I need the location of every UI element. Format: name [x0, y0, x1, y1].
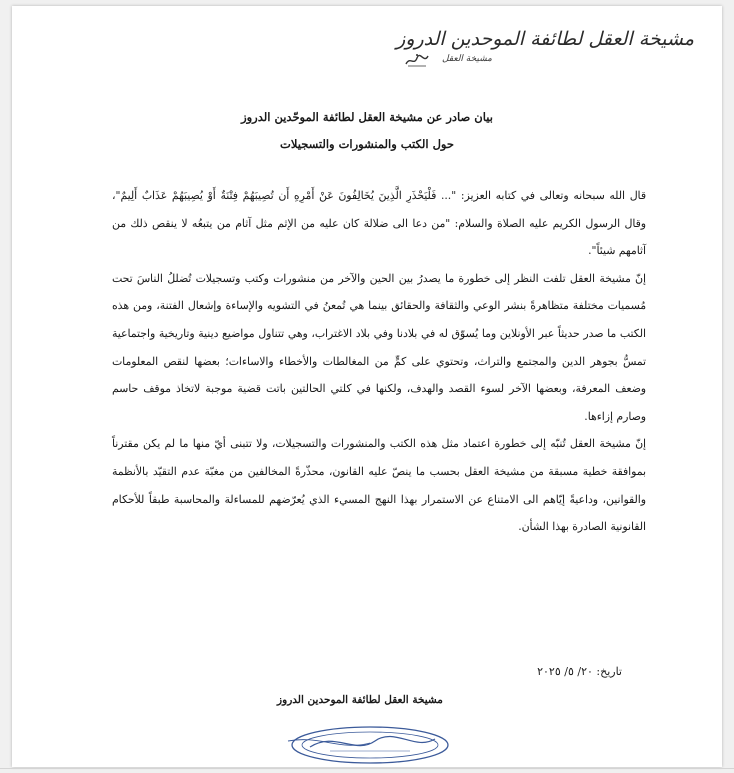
statement-body [112, 182, 646, 541]
statement-title: بيان صادر عن مشيخة العقل لطائفة الموحّدين الدروز [241, 110, 493, 124]
paragraph-warning: إنّ مشيخة العقل تلفت النظر إلى خطورة ما يصدرُ بين الحين والآخر من منشورات وكتب وتسجيلات تُضللُ الناسَ تحت مُسميات مختلفة متظاهرةً بنشر الوعي والثقافة والحقائق بينما هي تُمعنُ في التشويه والإساءة وإشعال الفتنة، ومن هذه الكتب ما صدر حديثاً عبر الأونلاين وما يُسوّق له في بلادنا وفي بلاد الاغتراب، وهي تتناول مواضيع دينية وتاريخية واجتماعية تمسُّ بجوهر الدين والمجتمع والتراث، وتحتوي على كمٍّ من المغالطات والأخطاء والاساءات؛ بعضها لنقص المعلومات وضعف المعرفة، وبعضها الآخر لسوء القصد والهدف، ولكنها في كلتي الحالتين باتت قضية موجبة لاتخاذ موقف حاسم وصارم إزاءها. [112, 271, 646, 423]
letterhead-subheading: مشيخة العقل [441, 54, 492, 64]
date-line: تاريخ: ٢٠/ ٥/ ٢٠٢٥ [537, 665, 622, 678]
statement-subtitle: حول الكتب والمنشورات والتسجيلات [280, 137, 454, 151]
official-seal-icon [280, 721, 460, 765]
letterhead-calligraphy: مشيخة العقل لطائفة الموحدين الدروز [396, 28, 694, 50]
calligraphy-emblem-icon [404, 52, 430, 68]
document-page [12, 6, 722, 767]
page-separator [0, 768, 734, 769]
signature-organization: مشيخة العقل لطائفة الموحدين الدروز [277, 694, 443, 706]
paragraph-notice: إنّ مشيخة العقل تُنبّه إلى خطورة اعتماد مثل هذه الكتب والمنشورات والتسجيلات، ولا تتبنى أيّ منها ما لم يكن مقترناً بموافقة خطية مسبقة من مشيخة العقل بحسب ما ينصّ عليه القانون، محذّرةً المخالفين من مغبّة عدم التقيّد بالأنظمة والقوانين، وداعيةً إيّاهم الى الامتناع عن الاستمرار بهذا النهج المسيء الذي يُعرّضهم للمساءلة والمحاسبة طبقاً للأحكام القانونية الصادرة بهذا الشأن. [112, 437, 646, 534]
paragraph-quote: قال الله سبحانه وتعالى في كتابه العزيز: "... فَلْيَحْذَرِ الَّذِينَ يُخَالِفُونَ عَنْ أَمْرِهِ أَن تُصِيبَهُمْ فِتْنَةٌ أَوْ يُصِيبَهُمْ عَذَابٌ أَلِيمٌ"، وقال الرسول الكريم عليه الصلاة والسلام: "من دعا الى ضلالة كان عليه من الإثم مثل آثام من يتبعُه لا ينقص ذلك من آثامهم شيئاً". [112, 189, 646, 258]
